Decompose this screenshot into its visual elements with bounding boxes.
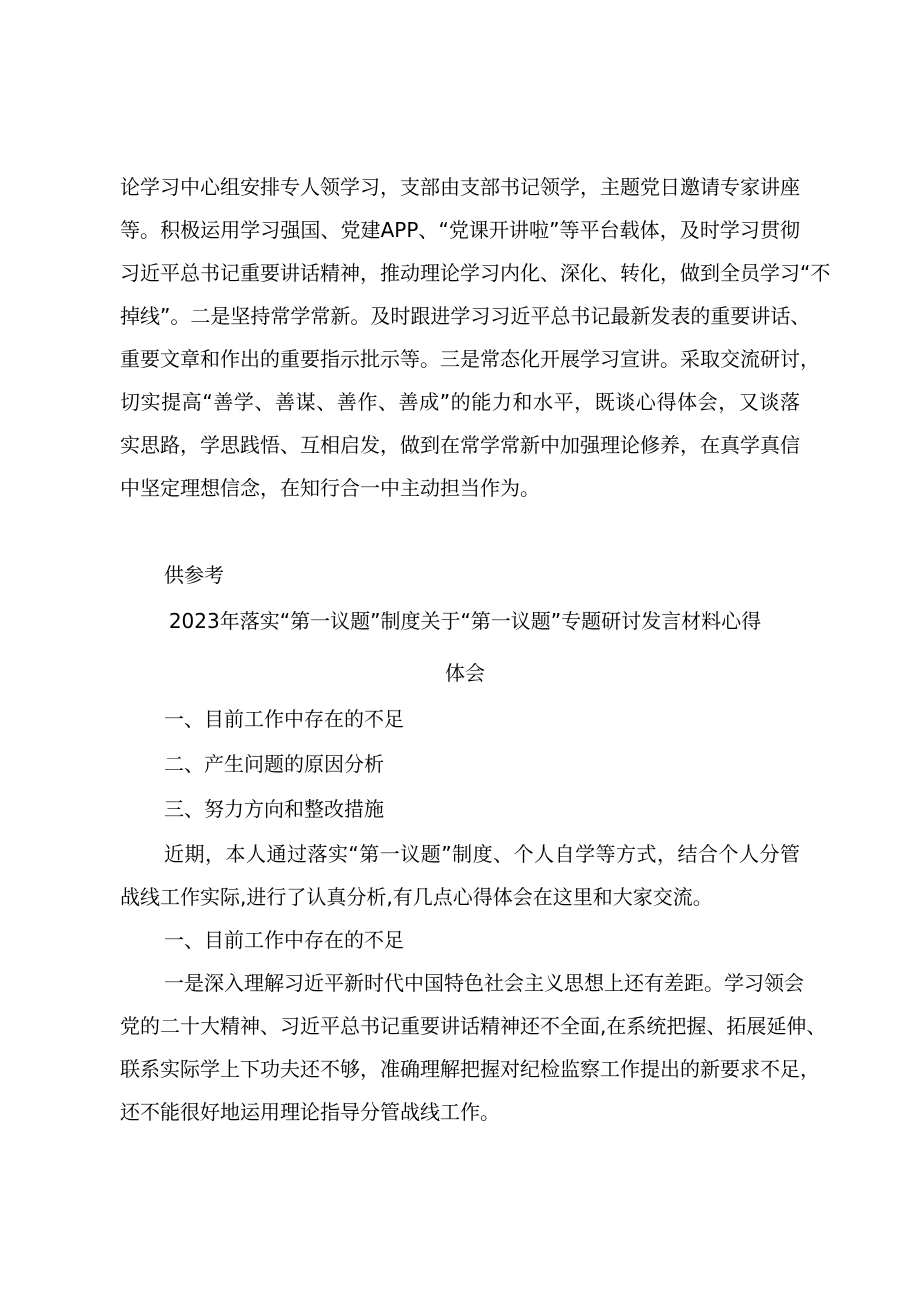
paragraph-line: 中坚定理想信念，在知行合一中主动担当作为。 [120,476,540,500]
article-title-line1: 2023年落实“第一议题”制度关于“第一议题”专题研讨发言材料心得 [168,609,762,633]
reference-label: 供参考 [164,563,224,587]
section-heading: 一、目前工作中存在的不足 [164,928,404,952]
paragraph-line: 实思路，学思践悟、互相启发，做到在常学常新中加强理论修养，在真学真信 [120,433,800,457]
paragraph-line: 掉线”。二是坚持常学常新。及时跟进学习习近平总书记最新发表的重要讲话、 [120,304,811,328]
paragraph-line: 论学习中心组安排专人领学习，支部由支部书记领学，主题党日邀请专家讲座 [120,175,800,199]
article-title-line2: 体会 [445,661,485,685]
paragraph-line: 等。积极运用学习强国、党建APP、“党课开讲啦”等平台载体，及时学习贯彻 [120,218,800,242]
paragraph-line: 切实提高“善学、善谋、善作、善成”的能力和水平，既谈心得体会，又谈落 [120,390,800,414]
paragraph-line: 战线工作实际,进行了认真分析,有几点心得体会在这里和大家交流。 [120,885,713,909]
paragraph-line: 习近平总书记重要讲话精神，推动理论学习内化、深化、转化，做到全员学习“不 [120,261,831,285]
outline-item: 一、目前工作中存在的不足 [164,707,404,731]
paragraph-line: 还不能很好地运用理论指导分管战线工作。 [120,1100,500,1124]
outline-item: 三、努力方向和整改措施 [164,797,384,821]
paragraph-line: 一是深入理解习近平新时代中国特色社会主义思想上还有差距。学习领会 [164,971,804,995]
outline-item: 二、产生问题的原因分析 [164,752,384,776]
paragraph-line: 近期，本人通过落实“第一议题”制度、个人自学等方式，结合个人分管 [164,842,800,866]
paragraph-line: 党的二十大精神、习近平总书记重要讲话精神还不全面,在系统把握、拓展延伸、 [120,1014,827,1038]
paragraph-line: 联系实际学上下功夫还不够，准确理解把握对纪检监察工作提出的新要求不足， [120,1057,820,1081]
paragraph-line: 重要文章和作出的重要指示批示等。三是常态化开展学习宣讲。采取交流研讨， [120,347,820,371]
